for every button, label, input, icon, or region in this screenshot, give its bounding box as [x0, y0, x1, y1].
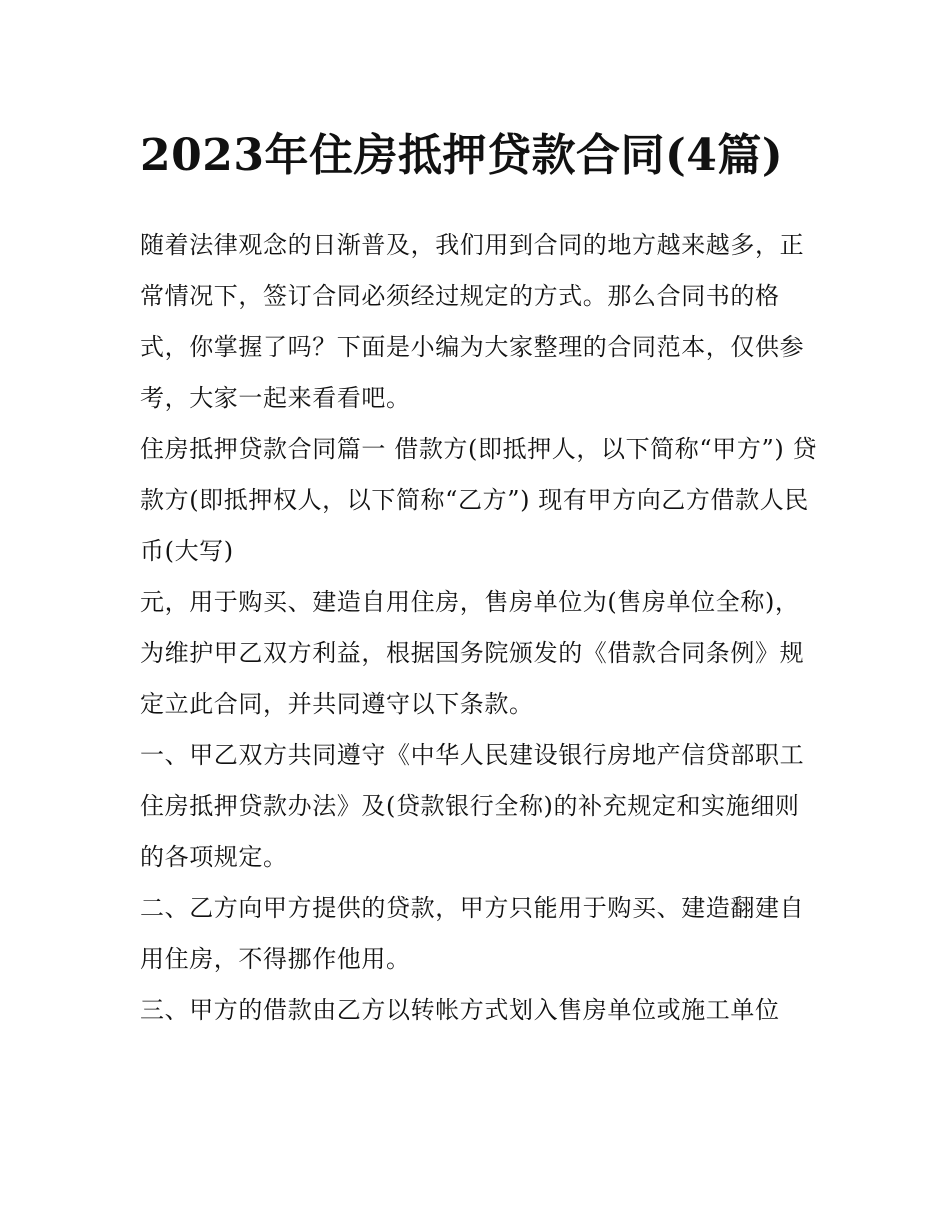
paragraph-clause-3: 三、甲方的借款由乙方以转帐方式划入售房单位或施工单位	[140, 996, 780, 1024]
paragraph-clause-1: 一、甲乙双方共同遵守《中华人民建设银行房地产信贷部职工住房抵押贷款办法》及(贷款银行全称)的补充规定和实施细则的各项规定。	[140, 741, 805, 871]
paragraph-contract-parties: 住房抵押贷款合同篇一 借款方(即抵押人，以下简称“甲方”) 贷款方(即抵押权人，以下简称“乙方”) 现有甲方向乙方借款人民币(大写)	[140, 435, 818, 565]
document-title-text: 2023年住房抵押贷款合同(4篇)	[140, 130, 784, 181]
paragraph-intro: 随着法律观念的日渐普及，我们用到合同的地方越来越多，正常情况下，签订合同必须经过规定的方式。那么合同书的格式，你掌握了吗？下面是小编为大家整理的合同范本，仅供参考，大家一起来看看吧。	[140, 231, 805, 412]
paragraph-loan-purpose: 元，用于购买、建造自用住房，售房单位为(售房单位全称)，为维护甲乙双方利益，根据国务院颁发的《借款合同条例》规定立此合同，并共同遵守以下条款。	[140, 588, 805, 718]
document-page	[140, 118, 820, 1036]
document-title	[140, 118, 820, 194]
paragraph-clause-2: 二、乙方向甲方提供的贷款，甲方只能用于购买、建造翻建自用住房，不得挪作他用。	[140, 894, 805, 973]
